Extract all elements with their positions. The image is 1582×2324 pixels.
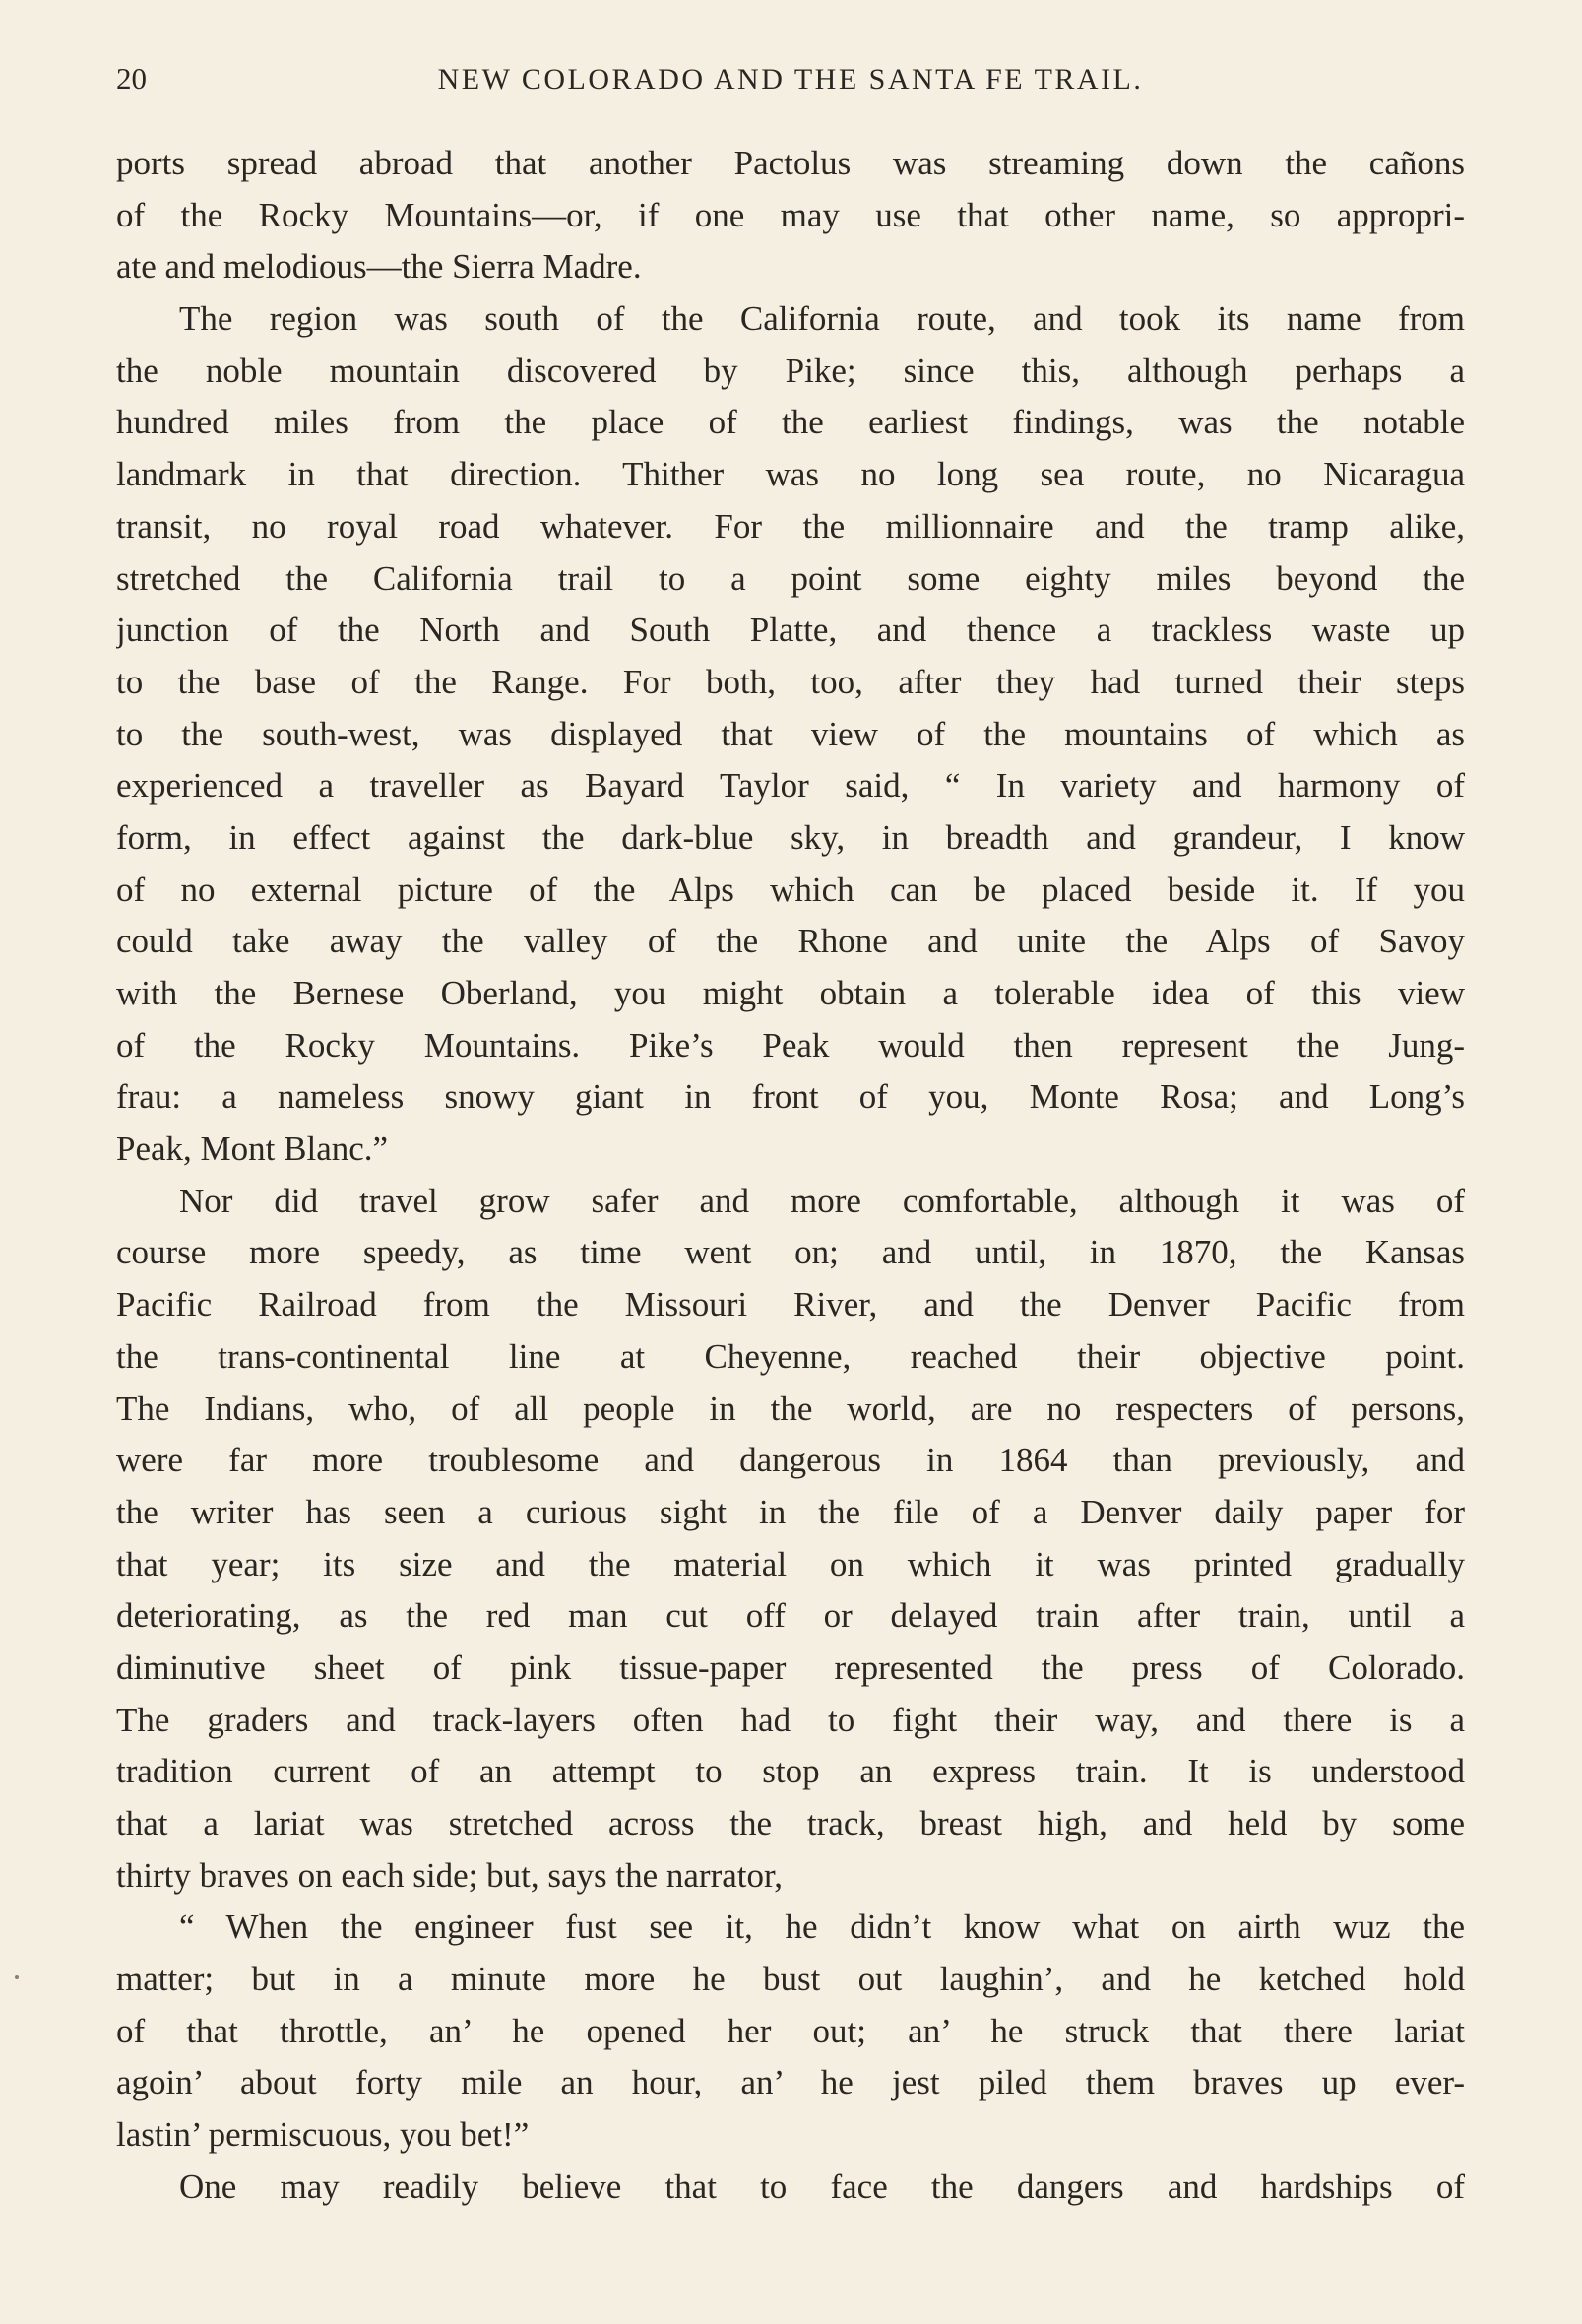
text-line: were far more troublesome and dangerous in 1864 than previously, and bbox=[116, 1441, 1465, 1480]
text-line: agoin’ about forty mile an hour, an’ he jest piled them braves up ever- bbox=[116, 2063, 1465, 2102]
text-line: that year; its size and the material on which it was printed gradually bbox=[116, 1544, 1465, 1583]
text-line: “ When the engineer fust see it, he didn’t know what on airth wuz the bbox=[179, 1907, 1465, 1947]
page-number: 20 bbox=[116, 61, 147, 96]
text-line: the noble mountain discovered by Pike; since this, although perhaps a bbox=[116, 351, 1465, 390]
margin-mark bbox=[15, 1975, 19, 1979]
text-line: lastin’ permiscuous, you bet!” bbox=[116, 2115, 530, 2155]
text-line: tradition current of an attempt to stop an express train. It is understood bbox=[116, 1752, 1465, 1791]
text-line: The region was south of the California route, and took its name from bbox=[179, 299, 1465, 339]
text-line: The Indians, who, of all people in the world, are no respecters of persons, bbox=[116, 1388, 1465, 1428]
text-line: of that throttle, an’ he opened her out; an’ he struck that there lariat bbox=[116, 2011, 1465, 2050]
text-line: frau: a nameless snowy giant in front of you, Monte Rosa; and Long’s bbox=[116, 1077, 1465, 1117]
text-line: of the Rocky Mountains. Pike’s Peak would then represent the Jung- bbox=[116, 1025, 1465, 1065]
text-line: could take away the valley of the Rhone and unite the Alps of Savoy bbox=[116, 922, 1465, 961]
text-line: the writer has seen a curious sight in the file of a Denver daily paper for bbox=[116, 1492, 1465, 1531]
text-line: the trans-continental line at Cheyenne, reached their objective point. bbox=[116, 1336, 1465, 1376]
text-line: of no external picture of the Alps which can be placed beside it. If you bbox=[116, 870, 1465, 909]
text-line: The graders and track-layers often had to fight their way, and there is a bbox=[116, 1700, 1465, 1739]
running-head bbox=[116, 61, 1465, 104]
text-line: Pacific Railroad from the Missouri River, and the Denver Pacific from bbox=[116, 1285, 1465, 1324]
text-line: experienced a traveller as Bayard Taylor said, “ In variety and harmony of bbox=[116, 766, 1465, 806]
text-line: form, in effect against the dark-blue sky, in breadth and grandeur, I know bbox=[116, 817, 1465, 857]
text-line: course more speedy, as time went on; and until, in 1870, the Kansas bbox=[116, 1233, 1465, 1272]
text-line: Peak, Mont Blanc.” bbox=[116, 1130, 389, 1169]
running-title: NEW COLORADO AND THE SANTA FE TRAIL. bbox=[437, 63, 1144, 96]
text-line: Nor did travel grow safer and more comfortable, although it was of bbox=[179, 1181, 1465, 1220]
text-line: ports spread abroad that another Pactolus was streaming down the cañons bbox=[116, 144, 1465, 182]
text-line: to the south-west, was displayed that view of the mountains of which as bbox=[116, 714, 1465, 753]
text-line: diminutive sheet of pink tissue-paper represented the press of Colorado. bbox=[116, 1647, 1465, 1687]
text-line: of the Rocky Mountains—or, if one may use that other name, so appropri- bbox=[116, 195, 1465, 234]
text-line: One may readily believe that to face the dangers and hardships of bbox=[179, 2166, 1465, 2206]
text-line: hundred miles from the place of the earliest findings, was the notable bbox=[116, 403, 1465, 442]
text-line: that a lariat was stretched across the track, breast high, and held by some bbox=[116, 1804, 1465, 1842]
text-line: stretched the California trail to a point some eighty miles beyond the bbox=[116, 558, 1465, 598]
text-line: with the Bernese Oberland, you might obtain a tolerable idea of this view bbox=[116, 974, 1465, 1012]
text-line: ate and melodious—the Sierra Madre. bbox=[116, 247, 642, 287]
text-line: transit, no royal road whatever. For the millionnaire and the tramp alike, bbox=[116, 506, 1465, 546]
text-line: deteriorating, as the red man cut off or delayed train after train, until a bbox=[116, 1596, 1465, 1636]
body-text bbox=[116, 138, 1465, 2214]
text-line: matter; but in a minute more he bust out laughin’, and he ketched hold bbox=[116, 1960, 1465, 1999]
text-line: junction of the North and South Platte, and thence a trackless waste up bbox=[116, 611, 1465, 650]
text-line: thirty braves on each side; but, says the narrator, bbox=[116, 1855, 783, 1895]
text-line: landmark in that direction. Thither was no long sea route, no Nicaragua bbox=[116, 455, 1465, 494]
text-line: to the base of the Range. For both, too, after they had turned their steps bbox=[116, 662, 1465, 701]
